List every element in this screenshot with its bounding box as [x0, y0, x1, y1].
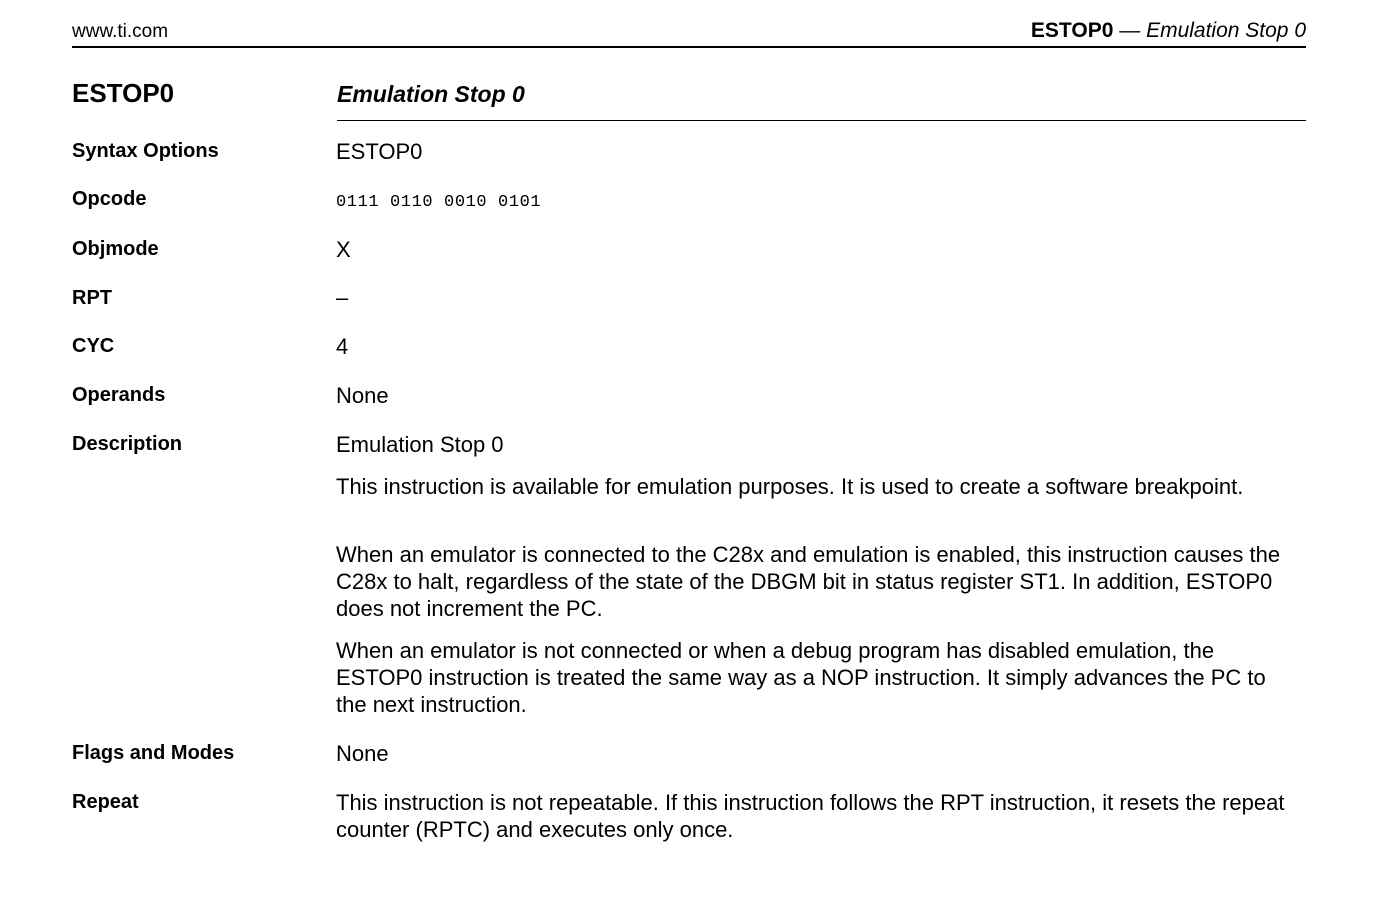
header-running-title: [1031, 19, 1306, 43]
header-site-link[interactable]: www.ti.com: [72, 21, 169, 42]
cyc-label: CYC: [72, 335, 115, 357]
opcode-value: 0111 0110 0010 0101: [336, 193, 542, 212]
page-header: [72, 18, 1306, 48]
operands-value: None: [336, 383, 389, 408]
objmode-label: Objmode: [72, 238, 159, 260]
opcode-label: Opcode: [72, 188, 147, 210]
instruction-title: Emulation Stop 0: [337, 81, 525, 107]
repeat-value: This instruction is not repeatable. If this instruction follows the RPT instruction, it resets the repeat counter (RPTC) and executes only once.: [336, 790, 1285, 842]
syntax-options-label: Syntax Options: [72, 140, 219, 162]
syntax-options-value: ESTOP0: [336, 139, 423, 164]
description-label: Description: [72, 433, 183, 455]
cyc-value: 4: [336, 334, 349, 359]
rpt-value: –: [336, 285, 349, 310]
header-title: Emulation Stop 0: [1146, 19, 1306, 42]
repeat-label: Repeat: [72, 791, 139, 813]
operands-label: Operands: [72, 384, 166, 406]
description-paragraph-3: When an emulator is connected to the C28x and emulation is enabled, this instruction causes the C28x to halt, regardless of the state of the DBGM bit in status register ST1. In addition, ESTOP0 does not increment the PC.: [336, 542, 1281, 621]
flags-and-modes-value: None: [336, 741, 389, 766]
description-paragraph-1: Emulation Stop 0: [336, 432, 504, 457]
description-paragraph-2: This instruction is available for emulation purposes. It is used to create a software breakpoint.: [336, 474, 1244, 499]
flags-and-modes-label: Flags and Modes: [72, 742, 235, 764]
header-separator: —: [1113, 19, 1147, 42]
rpt-label: RPT: [72, 287, 112, 309]
title-divider: [337, 120, 1306, 121]
header-mnemonic: ESTOP0: [1030, 19, 1114, 42]
description-paragraph-4: When an emulator is not connected or when a debug program has disabled emulation, the ESTOP0 instruction is treated the same way as a NOP instruction. It simply advances the PC to the next instruction.: [336, 638, 1266, 717]
instruction-mnemonic: ESTOP0: [72, 78, 175, 108]
objmode-value: X: [336, 237, 351, 262]
